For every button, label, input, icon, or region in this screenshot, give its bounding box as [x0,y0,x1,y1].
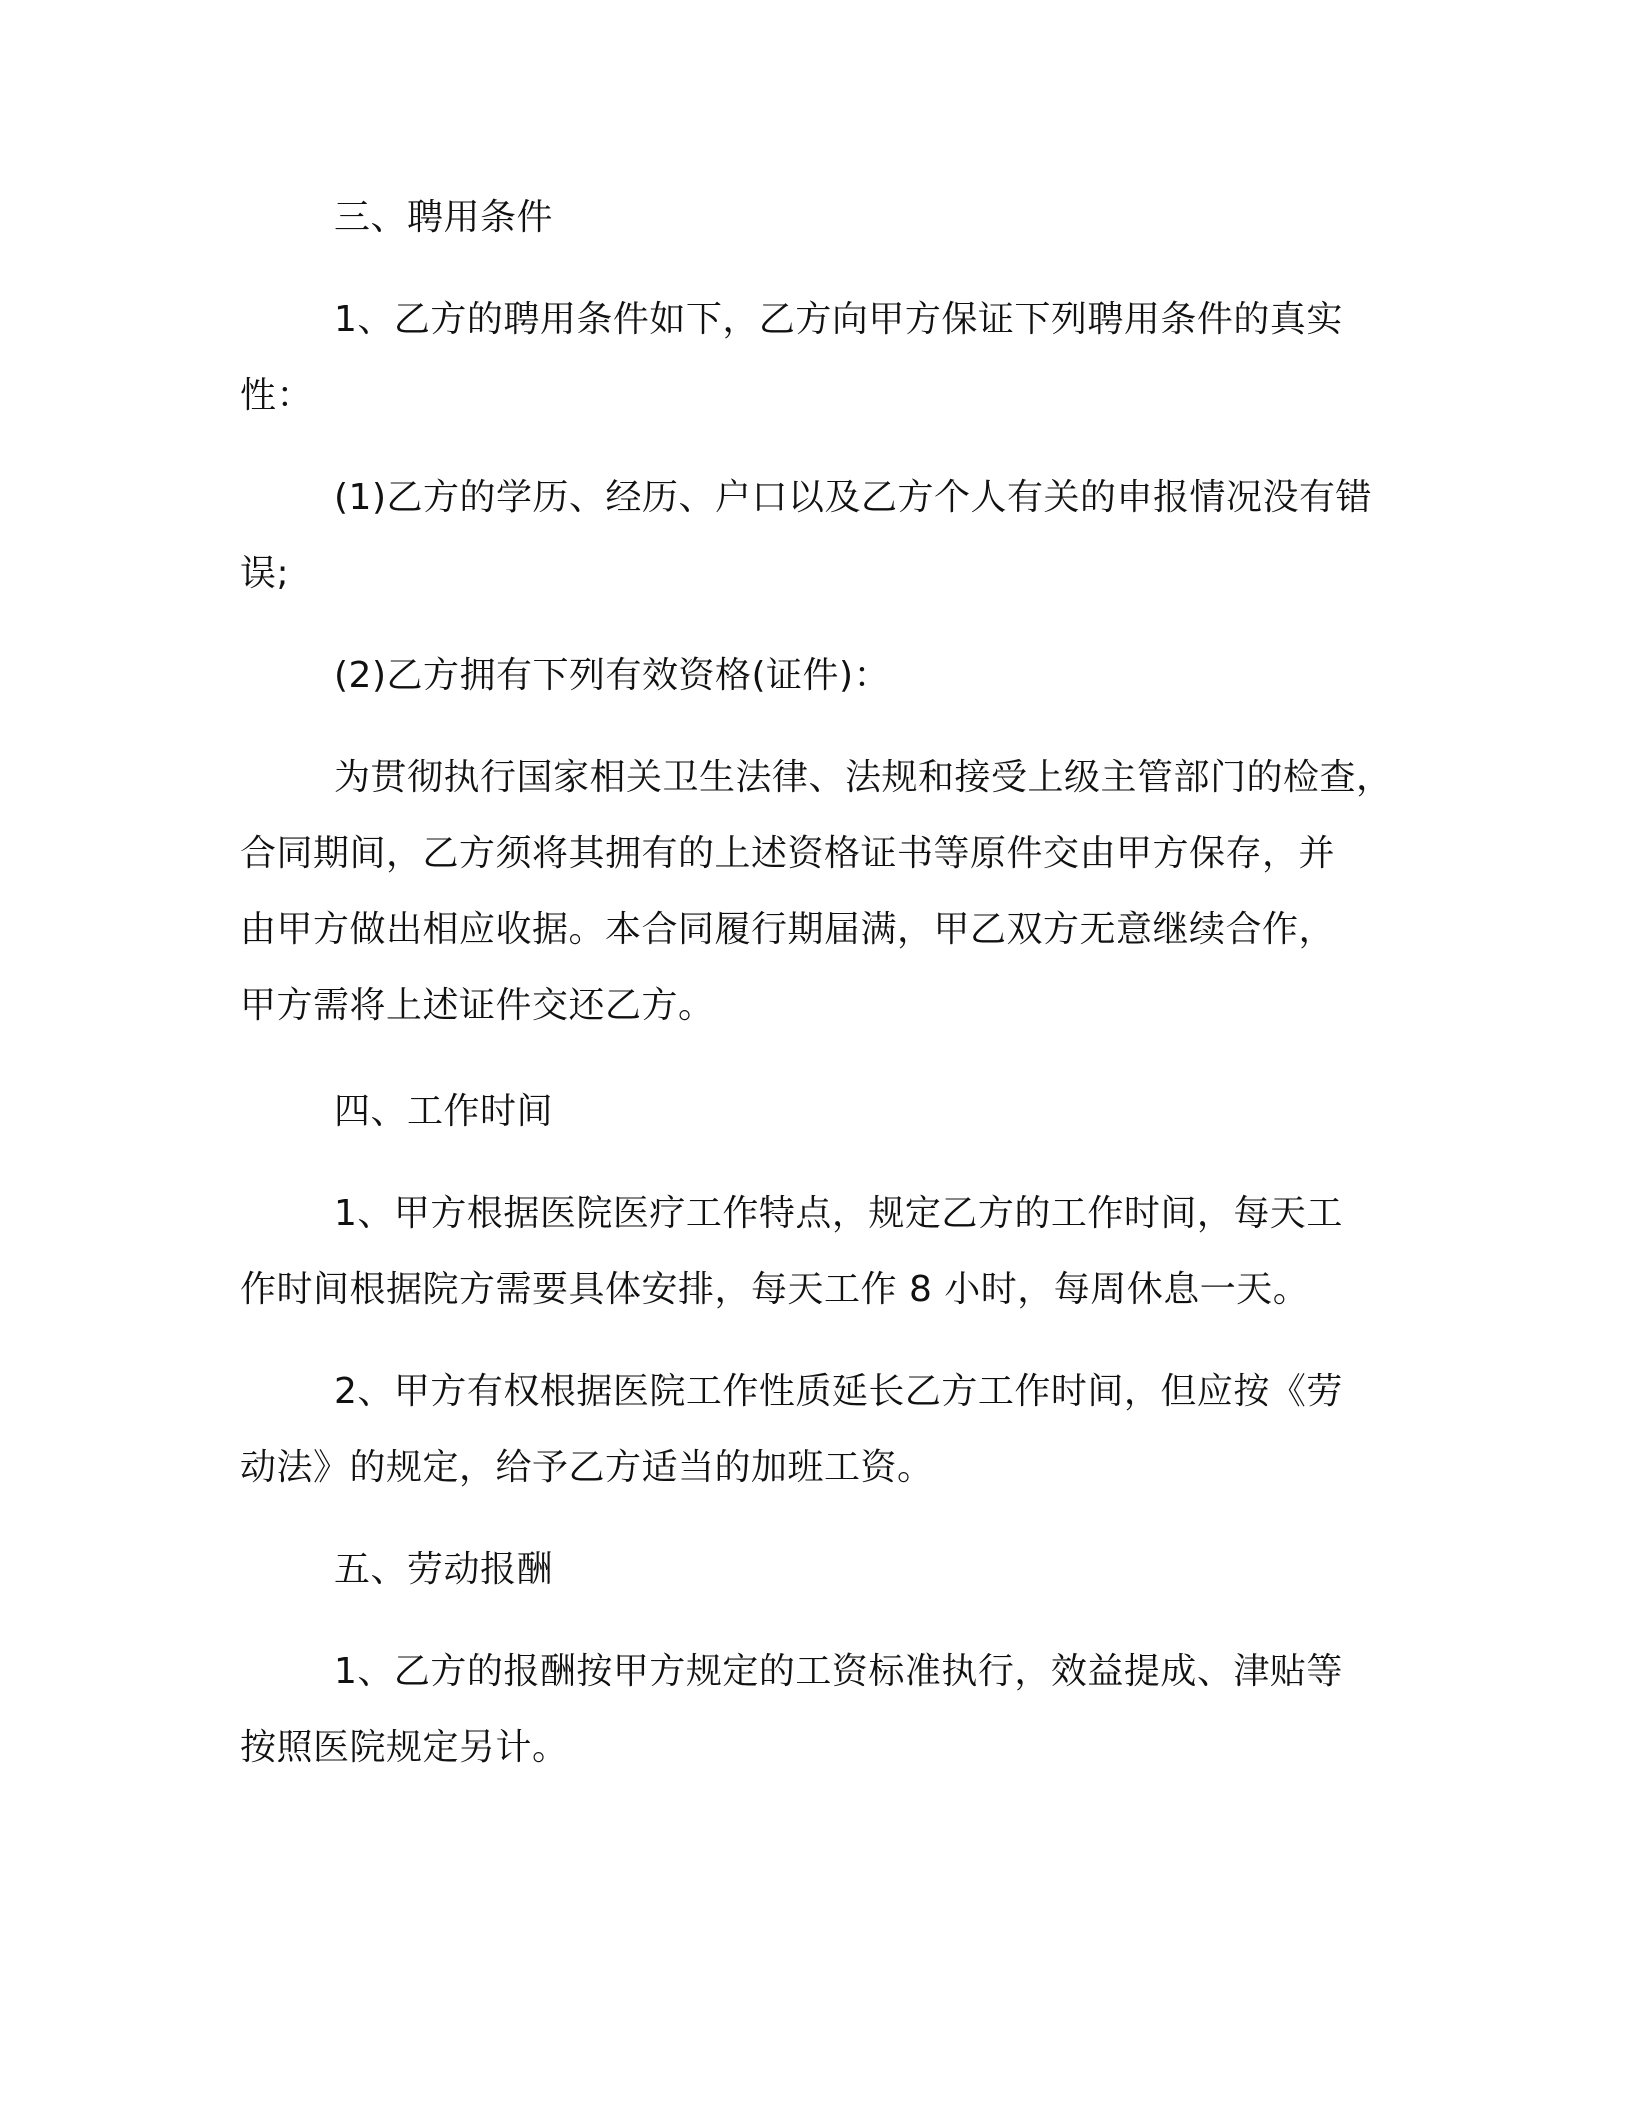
paragraph-line: 误; [240,553,290,594]
paragraph-line: 按照医院规定另计。 [240,1727,569,1768]
paragraph-line: 动法》的规定，给予乙方适当的加班工资。 [240,1447,934,1488]
paragraph-line: 为贯彻执行国家相关卫生法律、法规和接受上级主管部门的检查， [334,757,1393,798]
paragraph-line: 性： [240,375,314,416]
paragraph-line: 1、乙方的聘用条件如下，乙方向甲方保证下列聘用条件的真实 [334,299,1343,340]
paragraph-line: 合同期间，乙方须将其拥有的上述资格证书等原件交由甲方保存，并 [240,833,1336,874]
paragraph-line: 甲方需将上述证件交还乙方。 [240,985,715,1026]
paragraph-line: 2、甲方有权根据医院工作性质延长乙方工作时间，但应按《劳 [334,1371,1343,1412]
paragraph-line: 1、乙方的报酬按甲方规定的工资标准执行，效益提成、津贴等 [334,1651,1343,1692]
paragraph-line: 作时间根据院方需要具体安排，每天工作 8 小时，每周休息一天。 [240,1269,1310,1310]
paragraph-line: 由甲方做出相应收据。本合同履行期届满，甲乙双方无意继续合作， [240,909,1336,950]
section-heading-work-hours: 四、工作时间 [334,1091,554,1132]
paragraph-line: (1)乙方的学历、经历、户口以及乙方个人有关的申报情况没有错 [334,477,1372,518]
section-heading-remuneration: 五、劳动报酬 [334,1549,554,1590]
paragraph-line: (2)乙方拥有下列有效资格(证件)： [334,655,891,696]
section-heading-hiring-conditions: 三、聘用条件 [334,197,554,238]
paragraph-line: 1、甲方根据医院医疗工作特点，规定乙方的工作时间，每天工 [334,1193,1343,1234]
